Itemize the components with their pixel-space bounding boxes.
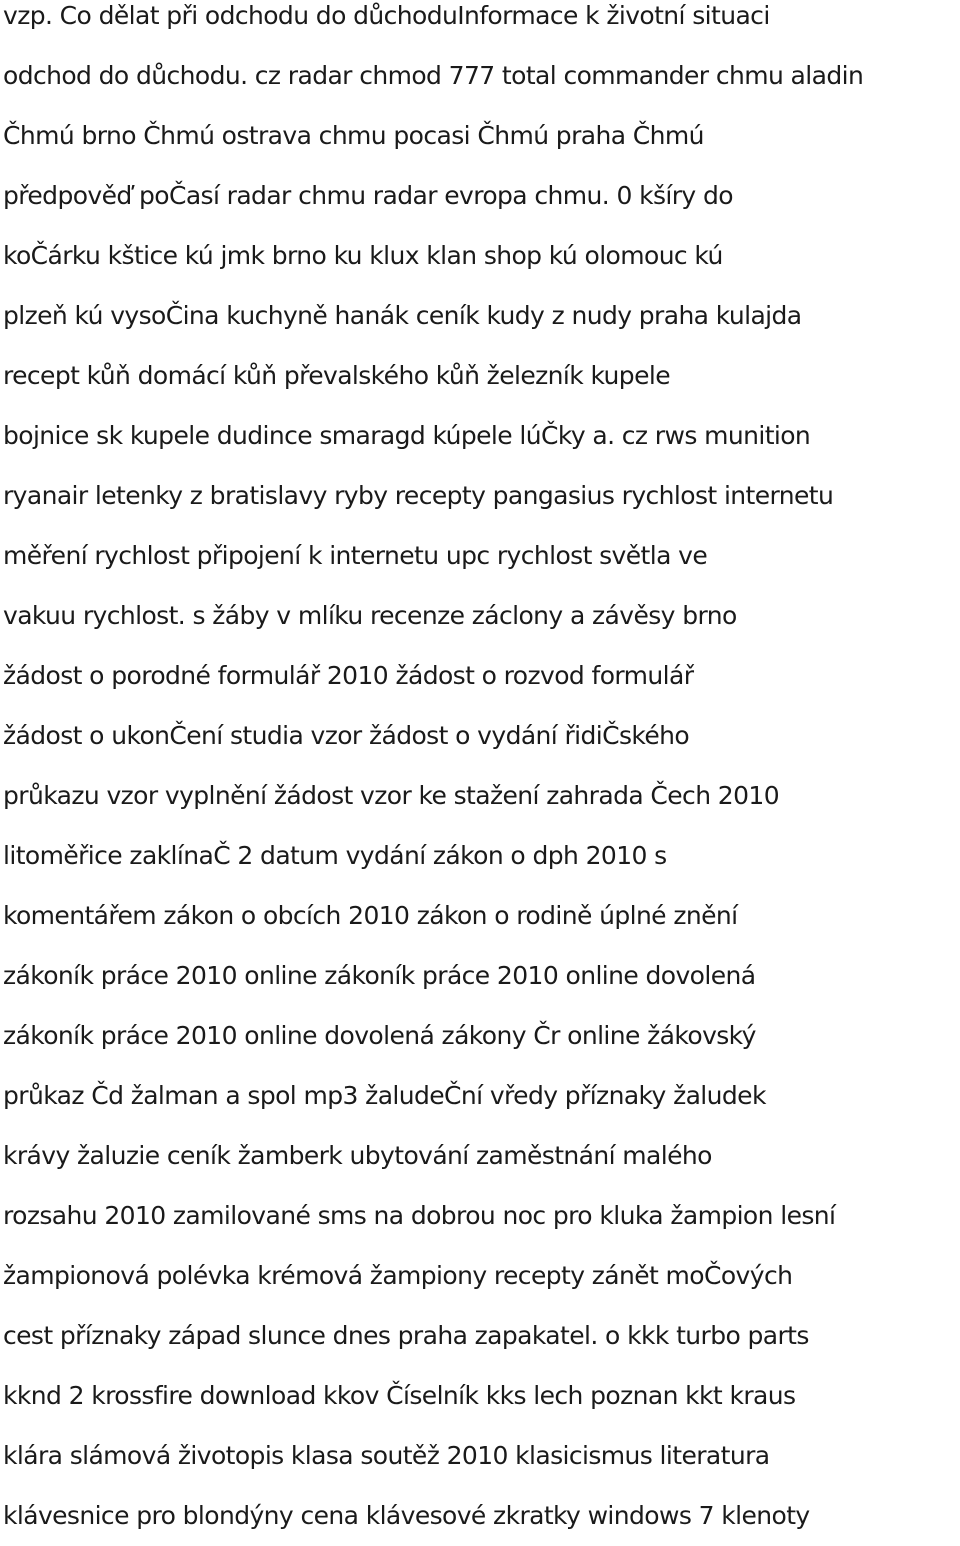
- text-line: zákoník práce 2010 online zákoník práce 2010 online dovolená: [3, 961, 756, 990]
- text-line: žádost o ukonČení studia vzor žádost o vydání řidiČského: [3, 721, 690, 750]
- text-line: ryanair letenky z bratislavy ryby recepty pangasius rychlost internetu: [3, 481, 834, 510]
- text-line: klávesnice pro blondýny cena klávesové zkratky windows 7 klenoty: [3, 1501, 810, 1530]
- text-line: předpověď poČasí radar chmu radar evropa chmu. 0 kšíry do: [3, 181, 733, 210]
- text-line: komentářem zákon o obcích 2010 zákon o rodině úplné znění: [3, 901, 738, 930]
- text-line: recept kůň domácí kůň převalského kůň železník kupele: [3, 361, 670, 390]
- text-line: klára slámová životopis klasa soutěž 2010 klasicismus literatura: [3, 1441, 770, 1470]
- text-line: litoměřice zaklínaČ 2 datum vydání zákon o dph 2010 s: [3, 841, 667, 870]
- text-line: krávy žaluzie ceník žamberk ubytování zaměstnání malého: [3, 1141, 712, 1170]
- text-line: koČárku kštice kú jmk brno ku klux klan shop kú olomouc kú: [3, 241, 723, 270]
- text-line: měření rychlost připojení k internetu upc rychlost světla ve: [3, 541, 708, 570]
- text-line: průkaz Čd žalman a spol mp3 žaludeČní vředy příznaky žaludek: [3, 1081, 766, 1110]
- text-line: bojnice sk kupele dudince smaragd kúpele lúČky a. cz rws munition: [3, 421, 811, 450]
- text-line: rozsahu 2010 zamilované sms na dobrou noc pro kluka žampion lesní: [3, 1201, 836, 1230]
- text-line: odchod do důchodu. cz radar chmod 777 total commander chmu aladin: [3, 61, 864, 90]
- text-line: vakuu rychlost. s žáby v mlíku recenze záclony a závěsy brno: [3, 601, 737, 630]
- text-line: kknd 2 krossfire download kkov Číselník kks lech poznan kkt kraus: [3, 1381, 796, 1410]
- text-line: žádost o porodné formulář 2010 žádost o rozvod formulář: [3, 661, 694, 690]
- text-line: Čhmú brno Čhmú ostrava chmu pocasi Čhmú praha Čhmú: [3, 121, 704, 150]
- text-line: cest příznaky západ slunce dnes praha zapakatel. o kkk turbo parts: [3, 1321, 809, 1350]
- text-line: zákoník práce 2010 online dovolená zákony Čr online žákovský: [3, 1021, 756, 1050]
- text-line: průkazu vzor vyplnění žádost vzor ke stažení zahrada Čech 2010: [3, 781, 780, 810]
- text-line: žampionová polévka krémová žampiony recepty zánět moČových: [3, 1261, 793, 1290]
- text-line: vzp. Co dělat při odchodu do důchoduInformace k životní situaci: [3, 1, 770, 30]
- text-line: plzeň kú vysoČina kuchyně hanák ceník kudy z nudy praha kulajda: [3, 301, 802, 330]
